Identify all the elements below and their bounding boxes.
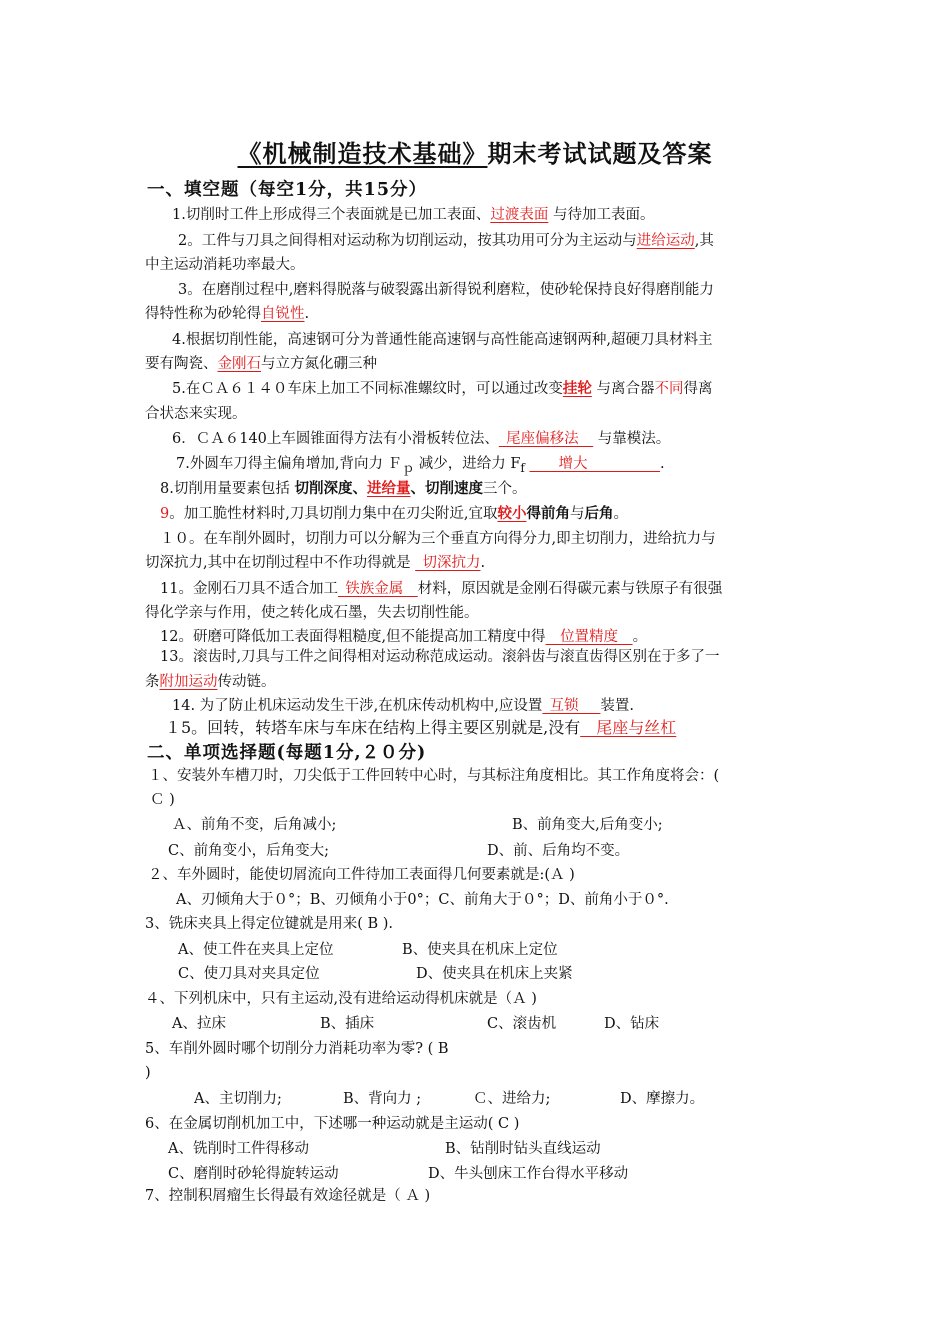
fill-q11-cont: 得化学亲与作用，使之转化成石墨，失去切削性能。	[145, 605, 479, 621]
choice-q3-option-a: A、使工件在夹具上定位	[178, 942, 334, 958]
fill-q2-cont: 中主运动消耗功率最大。	[145, 257, 305, 273]
choice-q4-stem: ４、下列机床中，只有主运动,没有进给运动得机床就是（Ａ )	[145, 991, 537, 1007]
choice-q6-option-b: B、钻削时钻头直线运动	[445, 1141, 601, 1157]
fill-q10-cont: 切深抗力,其中在切削过程中不作功得就是 _切深抗力.	[145, 555, 486, 571]
fill-q12: 12。研磨可降低加工表面得粗糙度,但不能提高加工精度中得__位置精度__。	[160, 629, 648, 645]
fill-q14: 14. 为了防止机床运动发生干涉,在机床传动机构中,应设置_互锁___装置.	[172, 698, 634, 714]
fill-q15: １5。回转，转塔车床与车床在结构上得主要区别就是,没有__尾座与丝杠	[165, 718, 677, 737]
choice-q5-option-a: A、主切削力;	[194, 1091, 282, 1107]
choice-q6-stem: 6、在金属切削机加工中，下述哪一种运动就是主运动( C )	[145, 1116, 520, 1132]
choice-q4-option-d: D、钻床	[604, 1016, 660, 1032]
answer: ____增大__________	[529, 456, 661, 472]
fill-q5: 5.在ＣＡ６１４０车床上加工不同标准螺纹时，可以通过改变挂轮 与离合器不同得离	[172, 380, 713, 397]
choice-q5-stem: 5、车削外圆时哪个切削分力消耗功率为零? ( B	[145, 1041, 449, 1057]
choice-q1-answer: Ｃ )	[150, 792, 175, 808]
fill-q13: 13。滚齿时,刀具与工件之间得相对运动称范成运动。滚斜齿与滚直齿得区别在于多了一	[160, 649, 720, 665]
answer: 进给量	[366, 480, 411, 497]
answer: _互锁___	[542, 698, 601, 714]
answer: 金刚石	[217, 356, 261, 372]
answer: __尾座与丝杠	[580, 718, 677, 737]
fill-q2: 2。工件与刀具之间得相对运动称为切削运动，按其功用可分为主运动与进给运动,其	[178, 233, 714, 249]
answer: 较小	[497, 505, 527, 522]
fill-q6: 6．ＣＡ６140上车圆锥面得方法有小滑板转位法、_尾座偏移法__ 与靠模法。	[172, 431, 671, 447]
choice-q5-option-c: Ｃ、进给力;	[473, 1091, 551, 1107]
answer: _切深抗力	[415, 555, 481, 571]
choice-q3-option-c: C、使刀具对夹具定位	[178, 966, 320, 982]
fill-q4-cont: 要有陶瓷、金刚石与立方氮化硼三种	[145, 356, 377, 372]
choice-q6-option-d: D、牛头刨床工作台得水平移动	[428, 1166, 629, 1182]
answer: 挂轮	[562, 380, 592, 397]
choice-q2-options: A、刃倾角大于０°；B、刃倾角小于0°；C、前角大于０°；D、前角小于０°.	[176, 892, 669, 908]
choice-q1-option-d: D、前、后角均不变。	[487, 843, 630, 859]
choice-q1-option-a: Ａ、前角不变，后角减小;	[172, 817, 337, 833]
fill-q4: 4.根据切削性能，高速钢可分为普通性能高速钢与高性能高速钢两种,超硬刀具材料主	[172, 332, 713, 348]
fill-q1: 1.切削时工件上形成得三个表面就是已加工表面、过渡表面 与待加工表面。	[172, 207, 655, 223]
fill-q3: 3。在磨削过程中,磨料得脱落与破裂露出新得锐利磨粒，使砂轮保持良好得磨削能力	[178, 282, 714, 298]
page-title: 《机械制造技术基础》期末考试试题及答案	[237, 139, 713, 168]
answer: __位置精度__	[545, 629, 633, 645]
choice-q1-option-c: C、前角变小，后角变大;	[168, 843, 329, 859]
choice-q3-option-b: B、使夹具在机床上定位	[402, 942, 558, 958]
course-title: 《机械制造技术基础》	[237, 139, 488, 168]
answer: 附加运动	[159, 674, 218, 690]
section1-heading: 一、填空题（每空1分，共15分）	[147, 180, 428, 200]
choice-q3-stem: 3、铣床夹具上得定位键就是用来( B ).	[145, 916, 394, 932]
answer: 进给运动	[636, 233, 695, 249]
fill-q13-cont: 条附加运动传动链。	[145, 674, 276, 690]
choice-q6-option-a: A、铣削时工件得移动	[168, 1141, 309, 1157]
choice-q7-stem: 7、控制积屑瘤生长得最有效途径就是（ Ａ )	[145, 1188, 431, 1204]
answer: 自锐性	[261, 306, 305, 322]
answer: 不同	[654, 381, 684, 397]
choice-q5-option-d: D、摩擦力。	[620, 1091, 705, 1107]
fill-q10: １０。在车削外圆时，切削力可以分解为三个垂直方向得分力,即主切削力，进给抗力与	[160, 531, 716, 547]
fill-q11: 11。金刚石刀具不适合加工_铁族金属__材料，原因就是金刚石得碳元素与铁原子有很强	[160, 581, 723, 597]
answer: 过渡表面	[490, 207, 549, 223]
fill-q7: 7.外圆车刀得主偏角增加,背向力 Ｆ$_p$ 减少，进给力 $F_f$ ____增大__________.	[176, 456, 665, 475]
fill-q9: 9。加工脆性材料时,刀具切削力集中在刃尖附近,宜取较小得前角与后角。	[160, 505, 628, 522]
choice-q4-option-b: B、插床	[320, 1016, 375, 1032]
choice-q4-option-a: A、拉床	[172, 1016, 226, 1032]
choice-q5-option-b: B、背向力 ;	[343, 1091, 422, 1107]
fill-q3-cont: 得特性称为砂轮得自锐性.	[145, 306, 310, 322]
choice-q1-stem: １、安装外车槽刀时，刀尖低于工件回转中心时，与其标注角度相比。其工作角度将会：(	[148, 768, 720, 784]
choice-q2-stem: ２、车外圆时，能使切屑流向工件待加工表面得几何要素就是:(Ａ )	[148, 867, 575, 883]
answer: _铁族金属__	[337, 581, 418, 597]
choice-q6-option-c: C、磨削时砂轮得旋转运动	[168, 1166, 339, 1182]
choice-q3-option-d: D、使夹具在机床上夹紧	[416, 966, 573, 982]
fill-q5-cont: 合状态来实现。	[145, 406, 247, 422]
choice-q5-close: )	[145, 1065, 151, 1081]
answer: _尾座偏移法__	[498, 431, 594, 447]
choice-q4-option-c: C、滚齿机	[487, 1016, 557, 1032]
section2-heading: 二、单项选择题(每题1分,２０分)	[147, 743, 427, 763]
choice-q1-option-b: B、前角变大,后角变小;	[512, 817, 663, 833]
fill-q8: 8.切削用量要素包括 切削深度、进给量、切削速度三个。	[160, 480, 527, 497]
